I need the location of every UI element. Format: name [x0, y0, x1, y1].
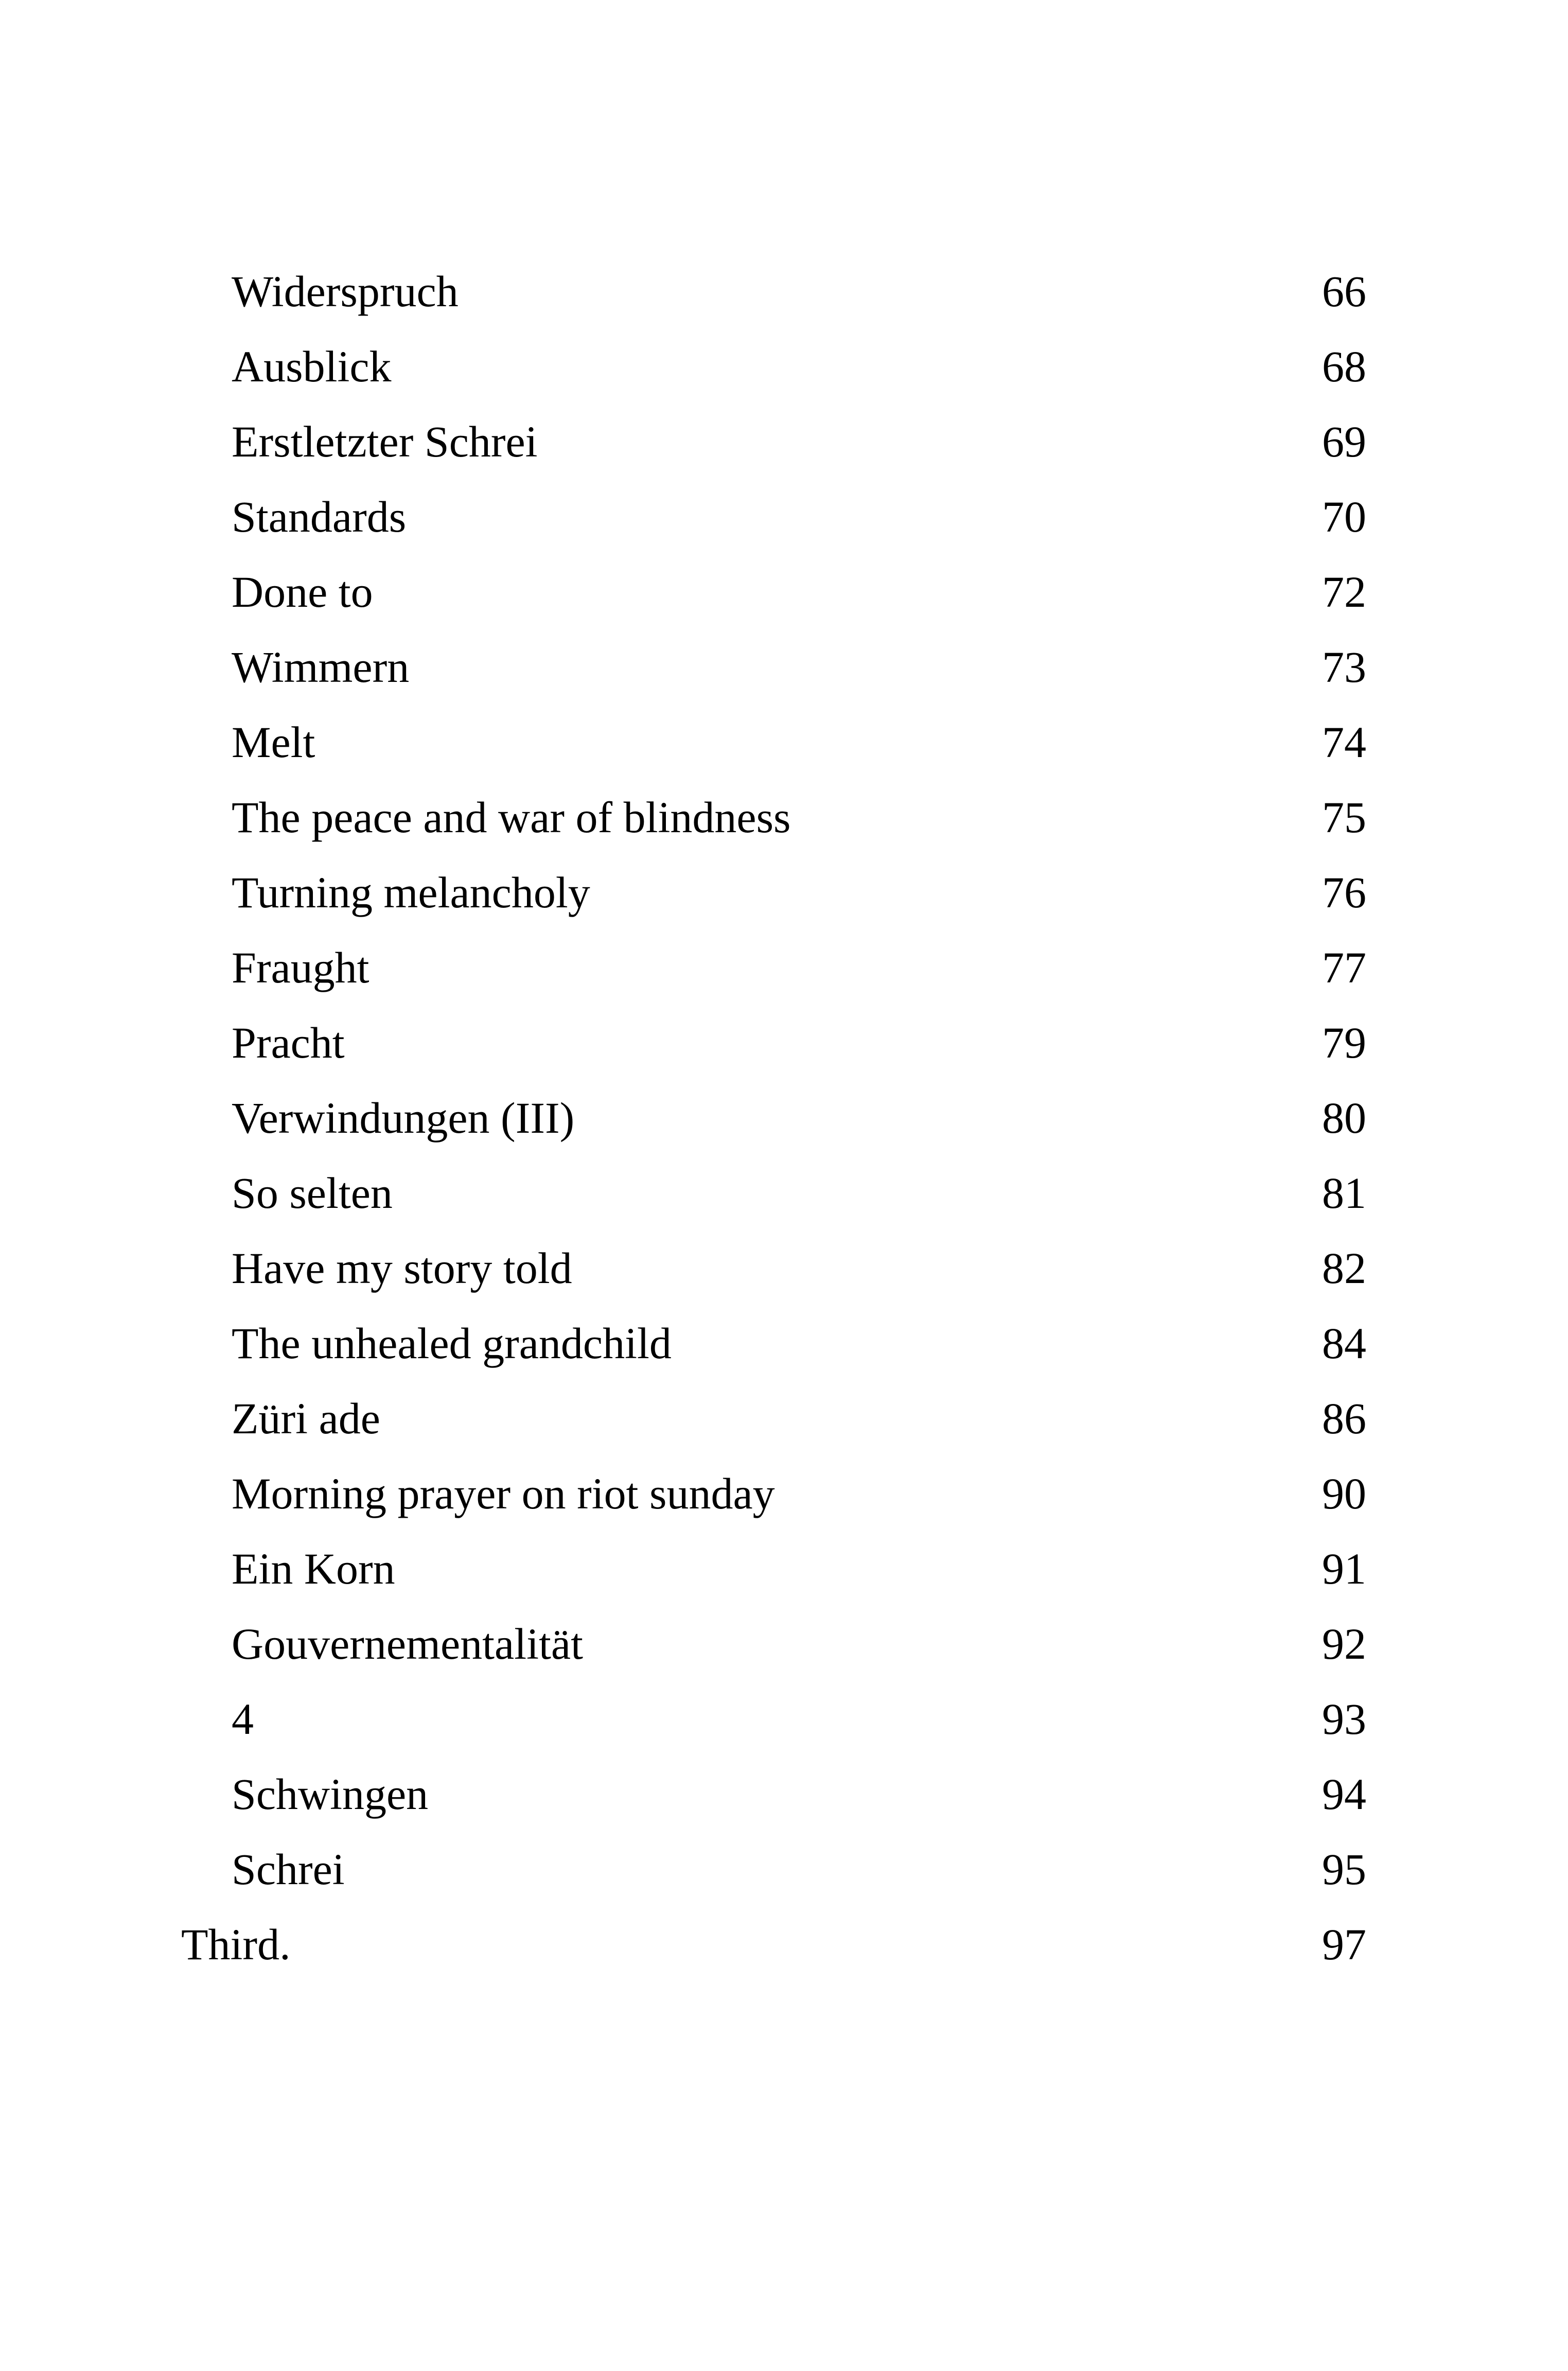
toc-entry-page: 73 — [1322, 642, 1366, 692]
toc-entry — [0, 930, 1568, 1005]
toc-entry-title: Gouvernementalität — [232, 1619, 583, 1669]
toc-entry-title: So selten — [232, 1168, 393, 1218]
toc-entry-page: 93 — [1322, 1694, 1366, 1744]
toc-entry — [0, 554, 1568, 629]
toc-section-entry — [0, 1907, 1568, 1982]
toc-entry — [0, 404, 1568, 479]
toc-entry-title: Züri ade — [232, 1394, 380, 1443]
toc-entry-page: 90 — [1322, 1469, 1366, 1518]
toc-entry-title: Done to — [232, 567, 373, 617]
toc-entry — [0, 1080, 1568, 1155]
toc-entry-title: Ein Korn — [232, 1544, 395, 1593]
toc-entry-title: Wimmern — [232, 642, 410, 692]
toc-entry-page: 84 — [1322, 1319, 1366, 1368]
toc-entry — [0, 780, 1568, 855]
toc-entry-title: Schwingen — [232, 1769, 429, 1819]
toc-entry — [0, 254, 1568, 329]
toc-entry-title: The peace and war of blindness — [232, 793, 791, 842]
toc-entry-title: Third. — [181, 1920, 291, 1969]
toc-entry-title: 4 — [232, 1694, 254, 1744]
toc-entry — [0, 1381, 1568, 1456]
toc-entry-title: Standards — [232, 492, 407, 541]
toc-entry-page: 95 — [1322, 1845, 1366, 1894]
toc-entry — [0, 1531, 1568, 1606]
toc-entry-title: Fraught — [232, 943, 369, 992]
toc-entry — [0, 1155, 1568, 1231]
toc-entry — [0, 705, 1568, 780]
toc-entry-title: Pracht — [232, 1018, 345, 1067]
toc-entry-page: 77 — [1322, 943, 1366, 992]
toc-entry-title: Melt — [232, 717, 315, 767]
toc-entry-title: Have my story told — [232, 1243, 572, 1293]
toc-entry-page: 97 — [1322, 1920, 1366, 1969]
toc-entry-title: Schrei — [232, 1845, 345, 1894]
toc-entry-page: 76 — [1322, 868, 1366, 917]
toc-entry — [0, 1005, 1568, 1080]
toc-entry-page: 68 — [1322, 342, 1366, 391]
toc-entry-page: 81 — [1322, 1168, 1366, 1218]
toc-entry-title: Widerspruch — [232, 267, 459, 316]
toc-entry — [0, 1757, 1568, 1832]
toc-entry — [0, 479, 1568, 554]
toc-entry-page: 70 — [1322, 492, 1366, 541]
toc-entry — [0, 329, 1568, 404]
toc-entry-page: 72 — [1322, 567, 1366, 617]
toc-entry-title: The unhealed grandchild — [232, 1319, 672, 1368]
toc-entry-page: 79 — [1322, 1018, 1366, 1067]
toc-entry-page: 94 — [1322, 1769, 1366, 1819]
toc-entry-page: 82 — [1322, 1243, 1366, 1293]
toc-entry-page: 91 — [1322, 1544, 1366, 1593]
toc-entry-page: 75 — [1322, 793, 1366, 842]
toc-entry — [0, 1832, 1568, 1907]
toc-entry-page: 74 — [1322, 717, 1366, 767]
toc-entry — [0, 629, 1568, 705]
toc-entry-title: Verwindungen (III) — [232, 1093, 575, 1143]
toc-entry-page: 66 — [1322, 267, 1366, 316]
toc-entry — [0, 1231, 1568, 1306]
toc-entry-title: Erstletzter Schrei — [232, 417, 538, 466]
toc-entry-title: Turning melancholy — [232, 868, 590, 917]
toc-entry — [0, 1681, 1568, 1757]
toc-entry — [0, 1306, 1568, 1381]
toc-entry — [0, 1606, 1568, 1681]
toc-entry — [0, 855, 1568, 930]
toc-entry-title: Morning prayer on riot sunday — [232, 1469, 775, 1518]
toc-entry-page: 80 — [1322, 1093, 1366, 1143]
toc-entry-page: 69 — [1322, 417, 1366, 466]
toc-entry — [0, 1456, 1568, 1531]
toc-entry-page: 86 — [1322, 1394, 1366, 1443]
toc-entry-title: Ausblick — [232, 342, 392, 391]
toc-entry-page: 92 — [1322, 1619, 1366, 1669]
